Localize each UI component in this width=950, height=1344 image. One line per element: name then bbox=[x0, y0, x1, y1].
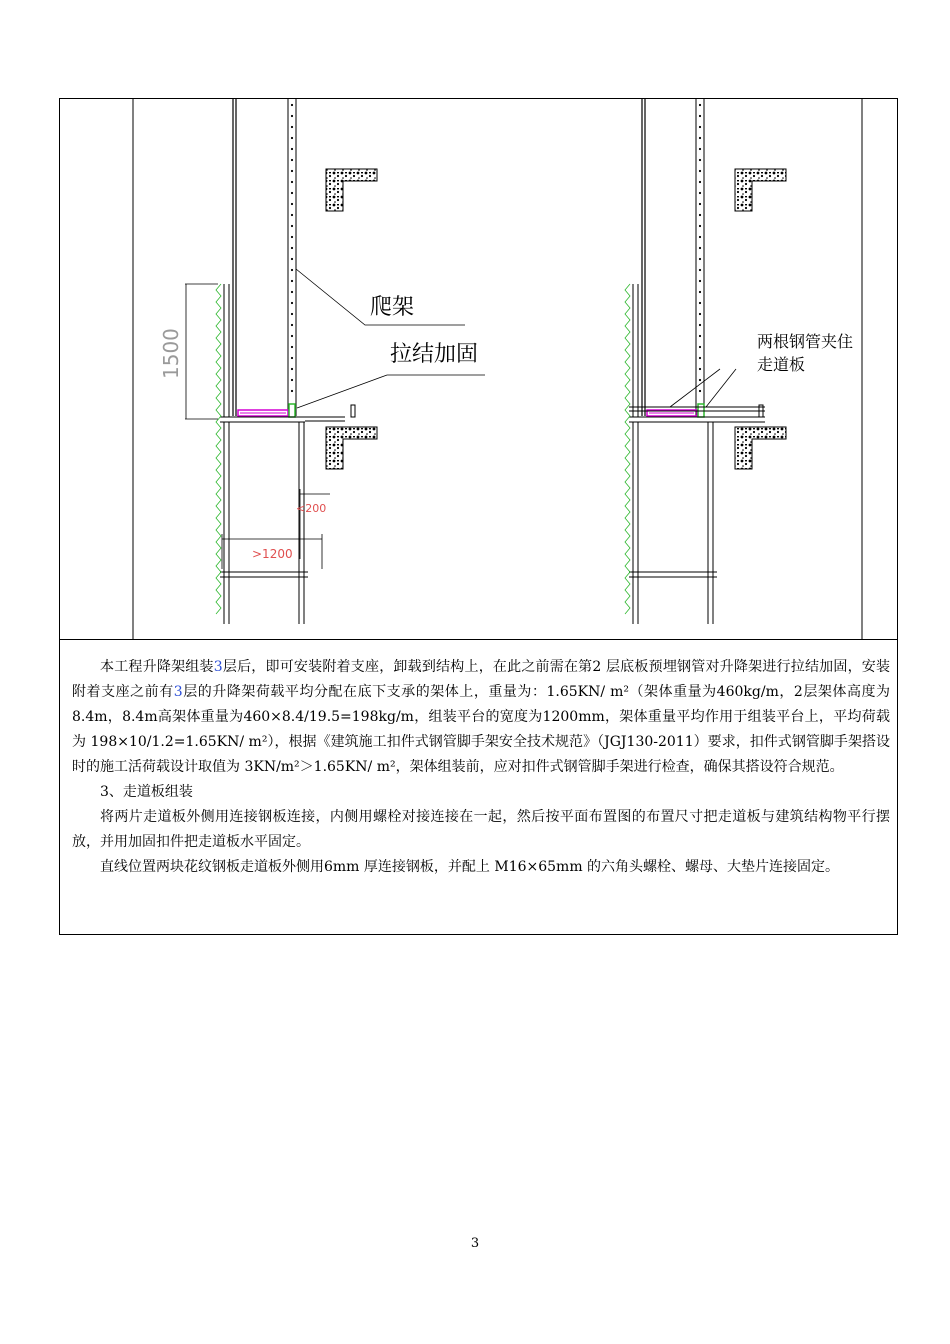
rail-hole bbox=[699, 236, 701, 238]
rail-hole bbox=[291, 137, 293, 139]
p1-part-a: 本工程升降架组装 bbox=[100, 659, 214, 675]
rail-hole bbox=[699, 390, 701, 392]
rail-hole bbox=[699, 280, 701, 282]
scaffold-drawing bbox=[60, 99, 897, 639]
rail-hole bbox=[699, 269, 701, 271]
label-climbing-frame: 爬架 bbox=[370, 295, 415, 320]
p1-number-2: 3 bbox=[173, 684, 183, 700]
rail-hole bbox=[699, 368, 701, 370]
paragraph-3: 直线位置两块花纹钢板走道板外侧用6mm 厚连接钢板，并配上 M16×65mm 的六角头螺栓、螺母、大垫片连接固定。 bbox=[100, 859, 840, 875]
rail-hole bbox=[699, 225, 701, 227]
rail-hole bbox=[291, 203, 293, 205]
rail-hole bbox=[699, 258, 701, 260]
rail-hole bbox=[291, 269, 293, 271]
rail-hole bbox=[291, 148, 293, 150]
rail-hole bbox=[699, 115, 701, 117]
rail-hole bbox=[291, 170, 293, 172]
rail-hole bbox=[699, 137, 701, 139]
figure-divider bbox=[60, 639, 897, 640]
rail-hole bbox=[699, 159, 701, 161]
rail-hole bbox=[699, 379, 701, 381]
rail-hole bbox=[699, 181, 701, 183]
rail-hole bbox=[291, 126, 293, 128]
rail-hole bbox=[699, 357, 701, 359]
rail-hole bbox=[291, 115, 293, 117]
rail-hole bbox=[291, 291, 293, 293]
rail-hole bbox=[291, 346, 293, 348]
heading-3: 3、走道板组装 bbox=[100, 784, 193, 800]
label-two-pipes-line2: 走道板 bbox=[757, 355, 806, 374]
rail-hole bbox=[291, 258, 293, 260]
rail-hole bbox=[699, 247, 701, 249]
label-two-pipes-line1: 两根钢管夹住 bbox=[757, 332, 854, 351]
rail-hole bbox=[699, 192, 701, 194]
rail-hole bbox=[699, 313, 701, 315]
rail-hole bbox=[699, 203, 701, 205]
content-frame bbox=[59, 98, 898, 935]
rail-hole bbox=[699, 291, 701, 293]
rail-hole bbox=[699, 126, 701, 128]
rail-hole bbox=[291, 214, 293, 216]
rail-hole bbox=[291, 390, 293, 392]
rail-hole bbox=[291, 192, 293, 194]
rail-hole bbox=[291, 159, 293, 161]
body-text bbox=[72, 655, 890, 880]
rail-hole bbox=[291, 357, 293, 359]
rail-hole bbox=[291, 324, 293, 326]
rail-hole bbox=[291, 236, 293, 238]
dim-gap-label: <200 bbox=[296, 502, 327, 515]
p1-number-1: 3 bbox=[213, 659, 223, 675]
rail-hole bbox=[291, 280, 293, 282]
rail-hole bbox=[699, 335, 701, 337]
paragraph-1 bbox=[72, 655, 890, 780]
p1-part-c: 层的升降架荷载平均分配在底下支承的架体上，重量为：1.65KN/ m²（架体重量为460kg/m，2层架体高度为8.4m，8.4m高架体重量为460×8.4/19.5=198kg/m，组装平台的宽度为1200mm，架体重量平均作用于组装平台上，平均荷载为 198×10/1.2=1.65KN/ m²），根据《建筑施工扣件式钢管脚手架安全技术规范》（JGJ130-2011）要求，扣件式钢管脚手架搭设时的施工活荷载设计取值为 3KN/m²＞1.65KN/ m²，架体组装前，应对扣件式钢管脚手架进行检查，确保其搭设符合规范。 bbox=[72, 684, 891, 775]
rail-hole bbox=[291, 104, 293, 106]
rail-hole bbox=[291, 302, 293, 304]
rail-hole bbox=[699, 302, 701, 304]
rail-hole bbox=[291, 368, 293, 370]
rail-hole bbox=[291, 335, 293, 337]
rail-hole bbox=[699, 170, 701, 172]
rail-hole bbox=[291, 225, 293, 227]
dim-width-label: >1200 bbox=[252, 547, 293, 561]
rail-hole bbox=[291, 181, 293, 183]
page-number: 3 bbox=[470, 1236, 480, 1251]
rail-hole bbox=[699, 104, 701, 106]
rail-hole bbox=[699, 346, 701, 348]
label-tie-reinforce: 拉结加固 bbox=[390, 342, 479, 367]
rail-hole bbox=[291, 379, 293, 381]
rail-hole bbox=[699, 148, 701, 150]
rail-hole bbox=[291, 313, 293, 315]
p1-part-b: 层后，即可安装附着支座，卸载到结构上，在此之前需在第2 层底板预埋钢管对升降架进行拉结加固，安装附着支座之前有 bbox=[72, 659, 891, 700]
paragraph-2: 将两片走道板外侧用连接钢板连接，内侧用螺栓对接连接在一起，然后按平面布置图的布置尺寸把走道板与建筑结构物平行摆放，并用加固扣件把走道板水平固定。 bbox=[72, 809, 890, 850]
rail-hole bbox=[699, 214, 701, 216]
dim-height-label: 1500 bbox=[159, 328, 183, 379]
rail-hole bbox=[291, 247, 293, 249]
rail-hole bbox=[699, 324, 701, 326]
